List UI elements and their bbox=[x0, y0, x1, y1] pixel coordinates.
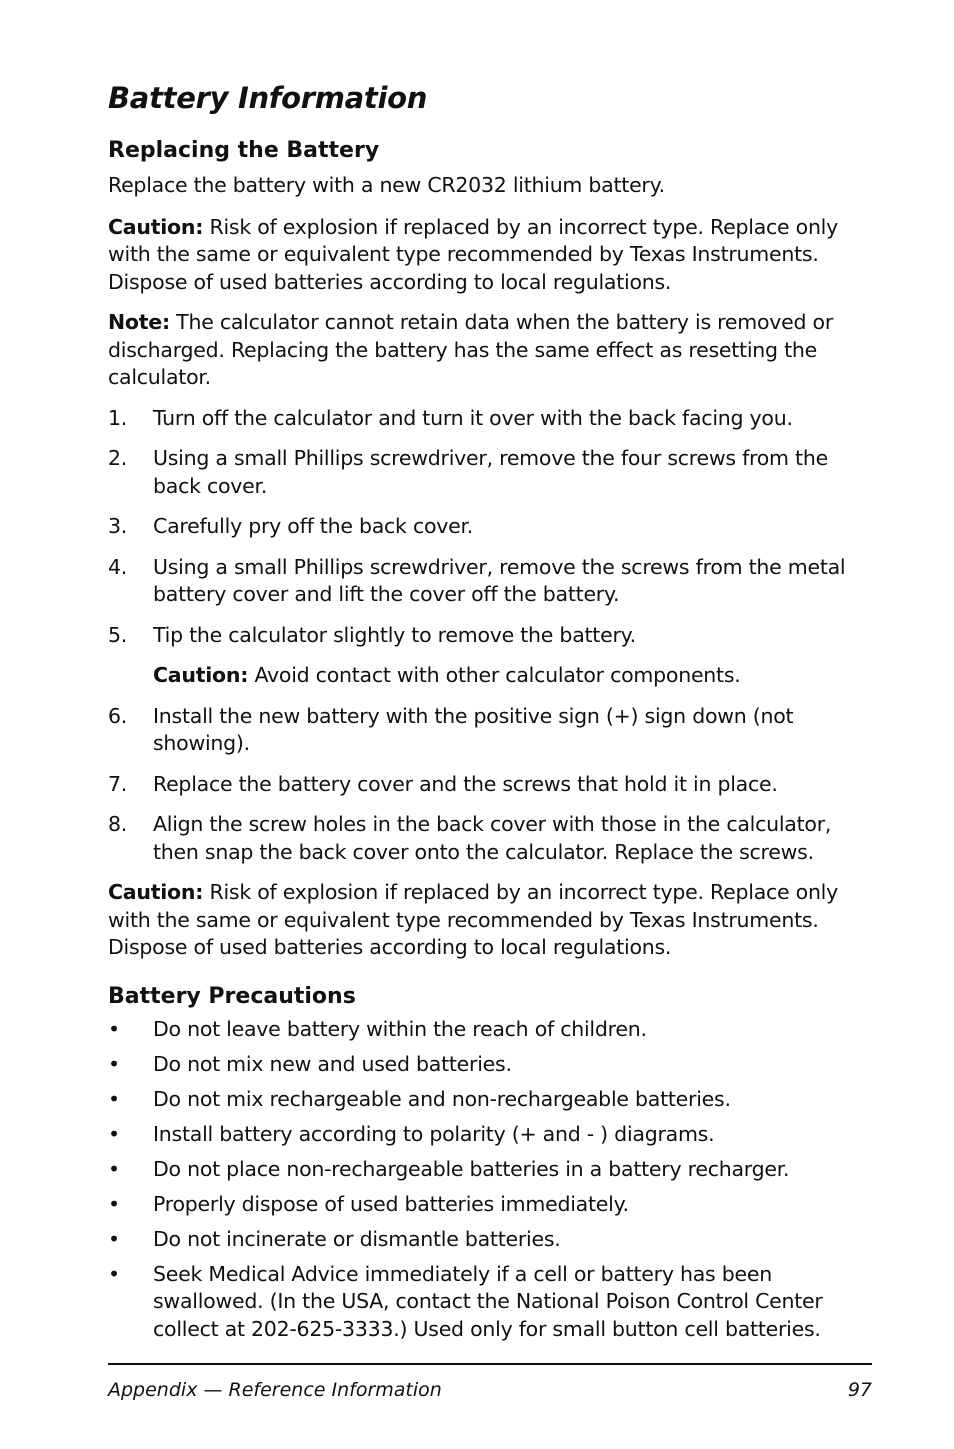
precaution-text: Seek Medical Advice immediately if a cell or battery has been swallowed. (In the USA, contact the National Poison Control Center collect at 202-625-3333.) Used only for small button cell batteries. bbox=[153, 1261, 823, 1341]
page-footer bbox=[108, 1376, 872, 1404]
bullet-icon: • bbox=[108, 1051, 120, 1076]
bullet-icon: • bbox=[108, 1191, 120, 1216]
step-item bbox=[108, 513, 872, 541]
precaution-item bbox=[108, 1191, 872, 1219]
step-text: Using a small Phillips screwdriver, remove the screws from the metal battery cover and lift the cover off the battery. bbox=[153, 554, 846, 606]
precaution-text: Do not mix rechargeable and non-rechargeable batteries. bbox=[153, 1086, 731, 1111]
steps-list bbox=[108, 405, 872, 867]
caution-label: Caution: bbox=[153, 663, 249, 687]
precaution-item bbox=[108, 1051, 872, 1079]
caution-text: Risk of explosion if replaced by an incorrect type. Replace only with the same or equivalent type recommended by Texas Instruments. Dispose of used batteries according to local regulations. bbox=[108, 880, 839, 959]
precautions-list bbox=[108, 1016, 872, 1344]
page-title: Battery Information bbox=[108, 81, 428, 115]
precaution-text: Do not mix new and used batteries. bbox=[153, 1051, 512, 1076]
replacing-intro: Replace the battery with a new CR2032 lithium battery. bbox=[108, 173, 665, 197]
note-paragraph bbox=[108, 309, 872, 392]
final-caution-paragraph bbox=[108, 879, 872, 962]
bullet-icon: • bbox=[108, 1226, 120, 1251]
caution-label: Caution: bbox=[108, 214, 204, 239]
caution-text: Risk of explosion if replaced by an incorrect type. Replace only with the same or equivalent type recommended by Texas Instruments. Dispose of used batteries according to local regulations. bbox=[108, 214, 839, 294]
note-label: Note: bbox=[108, 310, 170, 334]
step-item bbox=[108, 405, 872, 433]
step5-caution bbox=[108, 662, 872, 690]
bullet-icon: • bbox=[108, 1016, 120, 1041]
precaution-text: Do not incinerate or dismantle batteries. bbox=[153, 1226, 561, 1251]
step-number: 7. bbox=[108, 771, 128, 796]
precautions-heading: Battery Precautions bbox=[108, 983, 356, 1009]
step-item bbox=[108, 703, 872, 758]
note-text: The calculator cannot retain data when the battery is removed or discharged. Replacing the battery has the same effect as resetting the calculator. bbox=[108, 310, 834, 389]
step-item bbox=[108, 622, 872, 650]
step-number: 6. bbox=[108, 703, 128, 728]
step-item bbox=[108, 554, 872, 609]
step-text: Carefully pry off the back cover. bbox=[153, 514, 474, 538]
precaution-item bbox=[108, 1121, 872, 1149]
step-item bbox=[108, 811, 872, 866]
precaution-item bbox=[108, 1226, 872, 1254]
page-content bbox=[108, 78, 872, 1343]
caution-label: Caution: bbox=[108, 880, 204, 904]
step-text: Align the screw holes in the back cover with those in the calculator, then snap the back cover onto the calculator. Replace the screws. bbox=[153, 812, 832, 864]
precaution-item bbox=[108, 1086, 872, 1114]
step-item bbox=[108, 771, 872, 799]
step-text: Tip the calculator slightly to remove the battery. bbox=[153, 622, 636, 647]
bullet-icon: • bbox=[108, 1121, 120, 1146]
precaution-item bbox=[108, 1156, 872, 1184]
bullet-icon: • bbox=[108, 1261, 120, 1286]
precaution-text: Do not place non-rechargeable batteries in a battery recharger. bbox=[153, 1156, 790, 1181]
step-text: Turn off the calculator and turn it over with the back facing you. bbox=[153, 405, 793, 430]
bullet-icon: • bbox=[108, 1156, 120, 1181]
footer-section-title: Appendix — Reference Information bbox=[108, 1379, 442, 1401]
precaution-item bbox=[108, 1016, 872, 1044]
step-number: 4. bbox=[108, 554, 128, 579]
step-number: 8. bbox=[108, 812, 128, 836]
precaution-item bbox=[108, 1261, 872, 1344]
step-number: 2. bbox=[108, 446, 128, 470]
precaution-text: Properly dispose of used batteries immediately. bbox=[153, 1191, 629, 1216]
caution-text: Avoid contact with other calculator components. bbox=[248, 663, 741, 687]
step-number: 5. bbox=[108, 622, 128, 647]
precaution-text: Do not leave battery within the reach of children. bbox=[153, 1016, 647, 1041]
step-number: 1. bbox=[108, 405, 128, 430]
caution-paragraph bbox=[108, 214, 872, 297]
step-number: 3. bbox=[108, 514, 128, 538]
replacing-heading: Replacing the Battery bbox=[108, 138, 380, 163]
precaution-text: Install battery according to polarity (+ and - ) diagrams. bbox=[153, 1121, 715, 1146]
footer-divider bbox=[108, 1363, 872, 1365]
page-number: 97 bbox=[847, 1379, 872, 1401]
step-text: Replace the battery cover and the screws that hold it in place. bbox=[153, 771, 778, 796]
bullet-icon: • bbox=[108, 1086, 120, 1111]
step-text: Using a small Phillips screwdriver, remove the four screws from the back cover. bbox=[153, 446, 828, 498]
step-item bbox=[108, 445, 872, 500]
step-text: Install the new battery with the positive sign (+) sign down (not showing). bbox=[153, 703, 794, 755]
